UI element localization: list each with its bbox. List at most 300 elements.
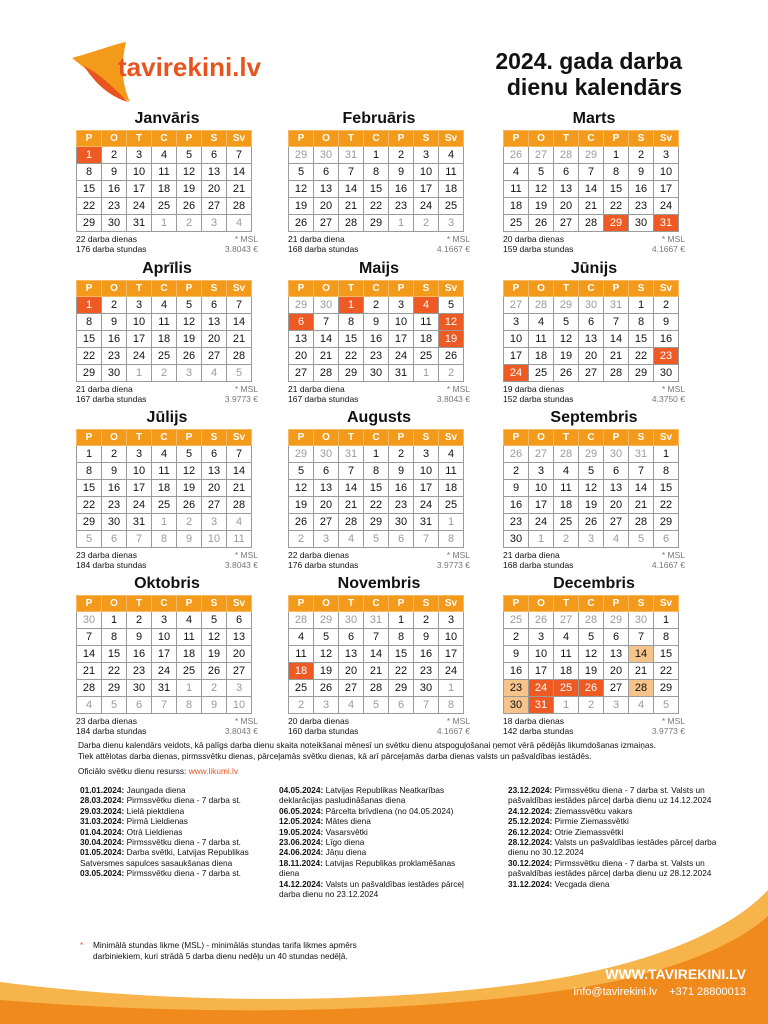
holiday-day-cell: 26 bbox=[579, 680, 604, 697]
weekday-header: Sv bbox=[227, 281, 252, 297]
weekday-header: T bbox=[127, 131, 152, 147]
weekday-header: O bbox=[102, 131, 127, 147]
day-cell: 4 bbox=[439, 446, 464, 463]
weekday-header: P bbox=[77, 430, 102, 446]
day-cell: 21 bbox=[339, 497, 364, 514]
weekday-header: O bbox=[314, 131, 339, 147]
day-cell: 9 bbox=[102, 314, 127, 331]
day-cell: 1 bbox=[77, 446, 102, 463]
weekday-header: O bbox=[529, 131, 554, 147]
day-cell: 6 bbox=[604, 463, 629, 480]
day-cell: 1 bbox=[102, 612, 127, 629]
day-cell: 7 bbox=[77, 629, 102, 646]
day-cell: 9 bbox=[389, 463, 414, 480]
day-cell: 28 bbox=[339, 215, 364, 232]
day-cell: 25 bbox=[152, 198, 177, 215]
day-cell: 14 bbox=[227, 463, 252, 480]
week-row bbox=[289, 147, 464, 164]
day-cell: 16 bbox=[414, 646, 439, 663]
weekday-header: O bbox=[529, 430, 554, 446]
msl-rate: 4.1667 € bbox=[436, 244, 470, 254]
holiday-day-cell: 31 bbox=[654, 215, 679, 232]
page-title-line1: 2024. gada darba bbox=[495, 48, 682, 74]
pre-holiday-day-cell: 28 bbox=[629, 680, 654, 697]
day-cell: 6 bbox=[314, 463, 339, 480]
month-grid bbox=[288, 280, 464, 382]
day-cell: 22 bbox=[102, 663, 127, 680]
day-cell: 29 bbox=[77, 514, 102, 531]
week-row bbox=[77, 463, 252, 480]
day-cell: 11 bbox=[439, 164, 464, 181]
day-cell: 30 bbox=[102, 215, 127, 232]
weekday-header: P bbox=[289, 131, 314, 147]
holiday-date: 24.06.2024: bbox=[279, 847, 324, 858]
day-cell: 5 bbox=[364, 531, 389, 548]
day-cell: 28 bbox=[579, 612, 604, 629]
day-cell: 21 bbox=[604, 348, 629, 365]
day-cell: 7 bbox=[339, 463, 364, 480]
day-cell: 23 bbox=[364, 348, 389, 365]
month-grid bbox=[288, 130, 464, 232]
week-row bbox=[289, 663, 464, 680]
day-cell: 28 bbox=[339, 514, 364, 531]
day-cell: 17 bbox=[152, 646, 177, 663]
day-cell: 10 bbox=[152, 629, 177, 646]
weekday-header: P bbox=[504, 596, 529, 612]
month-stats bbox=[76, 234, 258, 254]
weekday-header: P bbox=[177, 430, 202, 446]
day-cell: 31 bbox=[364, 612, 389, 629]
day-cell: 13 bbox=[202, 164, 227, 181]
weekday-header: Sv bbox=[439, 430, 464, 446]
week-row bbox=[289, 629, 464, 646]
week-row bbox=[504, 198, 679, 215]
week-row bbox=[504, 215, 679, 232]
day-cell: 7 bbox=[227, 147, 252, 164]
week-row bbox=[504, 164, 679, 181]
holiday-text: Otrie Ziemassvētki bbox=[554, 826, 624, 837]
day-cell: 23 bbox=[629, 198, 654, 215]
holiday-date: 14.12.2024: bbox=[279, 878, 324, 889]
day-cell: 27 bbox=[314, 514, 339, 531]
week-row bbox=[504, 497, 679, 514]
holiday-entry bbox=[80, 795, 270, 805]
holiday-date: 24.12.2024: bbox=[508, 805, 553, 816]
day-cell: 19 bbox=[177, 331, 202, 348]
day-cell: 22 bbox=[389, 663, 414, 680]
month-name: Maijs bbox=[358, 260, 399, 277]
day-cell: 12 bbox=[177, 164, 202, 181]
week-row bbox=[77, 497, 252, 514]
day-cell: 31 bbox=[604, 297, 629, 314]
day-cell: 29 bbox=[314, 612, 339, 629]
day-cell: 22 bbox=[364, 497, 389, 514]
day-cell: 31 bbox=[339, 446, 364, 463]
week-row bbox=[504, 446, 679, 463]
day-cell: 15 bbox=[339, 331, 364, 348]
day-cell: 29 bbox=[629, 365, 654, 382]
week-row bbox=[504, 663, 679, 680]
notes-line1: Darba dienu kalendārs veidots, kā palīgs darba dienu skaita noteikšanai mēnesī un svētku dienu atspoguļošanai ņemot vērā pēdējās likumdošanas izmaiņas. bbox=[78, 740, 656, 750]
day-cell: 9 bbox=[127, 629, 152, 646]
page-title bbox=[495, 48, 682, 100]
msl-rate: 3.8043 € bbox=[224, 560, 258, 570]
day-cell: 1 bbox=[414, 365, 439, 382]
day-cell: 8 bbox=[654, 629, 679, 646]
weekday-header: S bbox=[629, 430, 654, 446]
day-cell: 26 bbox=[289, 215, 314, 232]
week-row bbox=[77, 181, 252, 198]
day-cell: 13 bbox=[554, 181, 579, 198]
day-cell: 2 bbox=[554, 531, 579, 548]
day-cell: 20 bbox=[604, 497, 629, 514]
holiday-text: Vasarsvētki bbox=[325, 826, 368, 837]
day-cell: 5 bbox=[439, 297, 464, 314]
week-row bbox=[289, 365, 464, 382]
month-stats bbox=[503, 716, 685, 736]
day-cell: 2 bbox=[102, 297, 127, 314]
day-cell: 5 bbox=[289, 164, 314, 181]
day-cell: 2 bbox=[289, 697, 314, 714]
day-cell: 4 bbox=[339, 697, 364, 714]
holiday-text: Pirmā Lieldienas bbox=[126, 816, 188, 827]
holiday-text: Latvijas Republikas proklamēšanas diena bbox=[279, 857, 456, 879]
holiday-day-cell: 29 bbox=[604, 215, 629, 232]
day-cell: 28 bbox=[554, 446, 579, 463]
holiday-entry bbox=[279, 858, 469, 879]
weekday-header: S bbox=[202, 281, 227, 297]
day-cell: 4 bbox=[77, 697, 102, 714]
holiday-entry bbox=[279, 837, 469, 847]
month-calendar bbox=[76, 575, 258, 736]
day-cell: 7 bbox=[414, 697, 439, 714]
day-cell: 19 bbox=[177, 181, 202, 198]
holiday-entry bbox=[508, 816, 718, 826]
holiday-day-cell: 19 bbox=[439, 331, 464, 348]
day-cell: 11 bbox=[177, 629, 202, 646]
day-cell: 27 bbox=[227, 663, 252, 680]
holiday-date: 18.11.2024: bbox=[279, 857, 323, 868]
holiday-entry bbox=[80, 806, 270, 816]
day-cell: 20 bbox=[289, 348, 314, 365]
day-cell: 22 bbox=[364, 198, 389, 215]
weekday-header: P bbox=[604, 131, 629, 147]
workdays-count: 21 darba diena bbox=[76, 384, 133, 394]
day-cell: 30 bbox=[414, 680, 439, 697]
weekday-header: P bbox=[389, 596, 414, 612]
day-cell: 2 bbox=[579, 697, 604, 714]
month-calendar bbox=[76, 260, 258, 404]
day-cell: 4 bbox=[439, 147, 464, 164]
day-cell: 23 bbox=[389, 497, 414, 514]
day-cell: 2 bbox=[202, 680, 227, 697]
msl-rate: 4.1667 € bbox=[651, 560, 685, 570]
day-cell: 31 bbox=[152, 680, 177, 697]
holiday-date: 19.05.2024: bbox=[279, 826, 324, 837]
week-row bbox=[504, 365, 679, 382]
day-cell: 24 bbox=[127, 497, 152, 514]
week-row bbox=[504, 348, 679, 365]
day-cell: 29 bbox=[364, 215, 389, 232]
day-cell: 26 bbox=[529, 612, 554, 629]
day-cell: 1 bbox=[364, 147, 389, 164]
month-stats bbox=[503, 550, 685, 570]
notes-source-label: Oficiālo svētku dienu resurss: bbox=[78, 766, 187, 776]
month-stats bbox=[76, 716, 258, 736]
day-cell: 10 bbox=[202, 531, 227, 548]
day-cell: 8 bbox=[439, 531, 464, 548]
day-cell: 4 bbox=[177, 612, 202, 629]
day-cell: 10 bbox=[654, 164, 679, 181]
day-cell: 3 bbox=[414, 446, 439, 463]
day-cell: 21 bbox=[339, 198, 364, 215]
month-calendar bbox=[503, 260, 685, 404]
notes-line2: Tiek attēlotas darba dienas, pirmssvētku dienas, pārceļamās svētku dienas, kā arī pārceļamās darba dienas valsts un pašvaldības iestādēs. bbox=[78, 751, 592, 761]
day-cell: 12 bbox=[289, 181, 314, 198]
workhours-count: 159 darba stundas bbox=[503, 244, 574, 254]
holiday-date: 01.01.2024: bbox=[80, 785, 125, 795]
week-row bbox=[504, 297, 679, 314]
holiday-day-cell: 23 bbox=[654, 348, 679, 365]
day-cell: 9 bbox=[414, 629, 439, 646]
day-cell: 20 bbox=[554, 198, 579, 215]
weekday-header: O bbox=[529, 596, 554, 612]
weekday-header: S bbox=[202, 430, 227, 446]
week-row bbox=[77, 514, 252, 531]
month-name: Novembris bbox=[337, 575, 421, 592]
day-cell: 31 bbox=[414, 514, 439, 531]
holiday-date: 30.12.2024: bbox=[508, 857, 553, 868]
day-cell: 25 bbox=[529, 365, 554, 382]
holiday-date: 01.05.2024: bbox=[80, 847, 125, 858]
workdays-count: 19 darba dienas bbox=[503, 384, 564, 394]
msl-rate: 3.9773 € bbox=[651, 726, 685, 736]
holiday-date: 23.12.2024: bbox=[508, 785, 553, 795]
day-cell: 2 bbox=[654, 297, 679, 314]
day-cell: 7 bbox=[364, 629, 389, 646]
holiday-text: Pirmssvētku diena - 7 darba st. Valsts un pašvaldības iestādes pārceļ darba dienu uz 14.12.2024 bbox=[508, 785, 712, 806]
day-cell: 10 bbox=[504, 331, 529, 348]
day-cell: 5 bbox=[529, 164, 554, 181]
msl-rate: 4.1667 € bbox=[436, 726, 470, 736]
holiday-entry bbox=[508, 879, 718, 889]
day-cell: 6 bbox=[579, 314, 604, 331]
day-cell: 12 bbox=[177, 314, 202, 331]
day-cell: 14 bbox=[579, 181, 604, 198]
day-cell: 25 bbox=[504, 612, 529, 629]
day-cell: 3 bbox=[177, 365, 202, 382]
day-cell: 18 bbox=[554, 663, 579, 680]
weekday-header: P bbox=[389, 131, 414, 147]
day-cell: 25 bbox=[504, 215, 529, 232]
day-cell: 25 bbox=[177, 663, 202, 680]
week-row bbox=[504, 514, 679, 531]
day-cell: 2 bbox=[102, 147, 127, 164]
msl-label: * MSL bbox=[661, 384, 685, 394]
day-cell: 19 bbox=[177, 480, 202, 497]
day-cell: 6 bbox=[604, 629, 629, 646]
day-cell: 15 bbox=[604, 181, 629, 198]
day-cell: 6 bbox=[202, 147, 227, 164]
day-cell: 30 bbox=[629, 612, 654, 629]
weekday-header: S bbox=[414, 596, 439, 612]
brand-name[interactable]: tavirekini.lv bbox=[118, 52, 262, 82]
day-cell: 26 bbox=[504, 446, 529, 463]
day-cell: 9 bbox=[389, 164, 414, 181]
day-cell: 8 bbox=[364, 164, 389, 181]
day-cell: 1 bbox=[554, 697, 579, 714]
day-cell: 15 bbox=[77, 331, 102, 348]
day-cell: 6 bbox=[314, 164, 339, 181]
month-stats bbox=[76, 384, 258, 404]
day-cell: 8 bbox=[177, 697, 202, 714]
day-cell: 26 bbox=[289, 514, 314, 531]
footer-website-link[interactable]: WWW.TAVIREKINI.LV bbox=[605, 966, 746, 982]
day-cell: 19 bbox=[289, 198, 314, 215]
workhours-count: 184 darba stundas bbox=[76, 560, 147, 570]
weekday-header: T bbox=[554, 596, 579, 612]
month-grid bbox=[76, 130, 252, 232]
holiday-entry bbox=[508, 827, 718, 837]
day-cell: 8 bbox=[389, 629, 414, 646]
holiday-day-cell: 24 bbox=[529, 680, 554, 697]
day-cell: 4 bbox=[289, 629, 314, 646]
notes-source-link[interactable]: www.likumi.lv bbox=[188, 766, 239, 776]
day-cell: 5 bbox=[177, 147, 202, 164]
day-cell: 29 bbox=[289, 446, 314, 463]
workhours-count: 167 darba stundas bbox=[288, 394, 359, 404]
day-cell: 15 bbox=[654, 480, 679, 497]
workdays-count: 22 darba dienas bbox=[76, 234, 137, 244]
day-cell: 6 bbox=[389, 531, 414, 548]
day-cell: 19 bbox=[579, 497, 604, 514]
day-cell: 8 bbox=[604, 164, 629, 181]
weekday-header: Sv bbox=[439, 596, 464, 612]
day-cell: 22 bbox=[77, 348, 102, 365]
weekday-header: T bbox=[554, 281, 579, 297]
month-stats bbox=[288, 234, 470, 254]
day-cell: 14 bbox=[77, 646, 102, 663]
day-cell: 27 bbox=[604, 514, 629, 531]
day-cell: 30 bbox=[629, 215, 654, 232]
weekday-header: C bbox=[364, 131, 389, 147]
day-cell: 5 bbox=[554, 314, 579, 331]
day-cell: 4 bbox=[554, 629, 579, 646]
day-cell: 15 bbox=[102, 646, 127, 663]
day-cell: 19 bbox=[554, 348, 579, 365]
week-row bbox=[289, 531, 464, 548]
month-stats bbox=[503, 384, 685, 404]
day-cell: 4 bbox=[152, 446, 177, 463]
day-cell: 11 bbox=[439, 463, 464, 480]
day-cell: 3 bbox=[227, 680, 252, 697]
month-calendar bbox=[503, 409, 685, 570]
day-cell: 3 bbox=[604, 697, 629, 714]
day-cell: 2 bbox=[389, 147, 414, 164]
week-row bbox=[289, 612, 464, 629]
day-cell: 19 bbox=[529, 198, 554, 215]
workhours-count: 184 darba stundas bbox=[76, 726, 147, 736]
day-cell: 15 bbox=[364, 480, 389, 497]
holiday-date: 23.06.2024: bbox=[279, 837, 324, 848]
day-cell: 31 bbox=[389, 365, 414, 382]
weekday-header: P bbox=[389, 281, 414, 297]
day-cell: 1 bbox=[364, 446, 389, 463]
day-cell: 25 bbox=[152, 348, 177, 365]
msl-rate: 3.9773 € bbox=[436, 560, 470, 570]
day-cell: 13 bbox=[314, 480, 339, 497]
day-cell: 18 bbox=[152, 331, 177, 348]
holiday-text: Pirmssvētku diena - 7 darba st. bbox=[126, 837, 241, 848]
week-row bbox=[77, 663, 252, 680]
day-cell: 24 bbox=[152, 663, 177, 680]
week-row bbox=[289, 514, 464, 531]
weekday-header: C bbox=[364, 430, 389, 446]
day-cell: 11 bbox=[289, 646, 314, 663]
weekday-header: C bbox=[579, 430, 604, 446]
month-calendar bbox=[288, 110, 470, 254]
day-cell: 21 bbox=[364, 663, 389, 680]
week-row bbox=[77, 198, 252, 215]
holiday-text: Valsts un pašvaldības iestādes pārceļ darba dienu no 30.12.2024 bbox=[508, 837, 717, 858]
weekday-header: S bbox=[629, 131, 654, 147]
week-row bbox=[504, 181, 679, 198]
day-cell: 8 bbox=[439, 697, 464, 714]
day-cell: 1 bbox=[152, 215, 177, 232]
holiday-text: Latvijas Republikas Neatkarības deklarācijas pasludināšanas diena bbox=[279, 785, 445, 806]
holiday-text: Pirmssvētku diena - 7 darba st. bbox=[126, 795, 241, 806]
week-row bbox=[289, 297, 464, 314]
day-cell: 30 bbox=[127, 680, 152, 697]
day-cell: 1 bbox=[177, 680, 202, 697]
holiday-text: Darba svētki, Latvijas Republikas Satversmes sapulces sasaukšanas diena bbox=[80, 847, 249, 868]
day-cell: 5 bbox=[227, 365, 252, 382]
day-cell: 20 bbox=[339, 663, 364, 680]
weekday-header: C bbox=[364, 596, 389, 612]
day-cell: 22 bbox=[654, 663, 679, 680]
weekday-header: C bbox=[152, 131, 177, 147]
holidays-column-1 bbox=[80, 785, 270, 879]
week-row bbox=[504, 147, 679, 164]
day-cell: 20 bbox=[579, 348, 604, 365]
day-cell: 17 bbox=[529, 497, 554, 514]
holiday-day-cell: 1 bbox=[77, 147, 102, 164]
day-cell: 12 bbox=[177, 463, 202, 480]
day-cell: 16 bbox=[127, 646, 152, 663]
footer-email-link[interactable]: info@tavirekini.lv bbox=[573, 986, 657, 998]
day-cell: 14 bbox=[339, 480, 364, 497]
day-cell: 5 bbox=[177, 297, 202, 314]
day-cell: 8 bbox=[339, 314, 364, 331]
workhours-count: 176 darba stundas bbox=[76, 244, 147, 254]
day-cell: 30 bbox=[102, 365, 127, 382]
holiday-entry bbox=[279, 816, 469, 826]
holiday-entry bbox=[279, 847, 469, 857]
weekday-header: T bbox=[339, 281, 364, 297]
msl-label: * MSL bbox=[234, 384, 258, 394]
day-cell: 22 bbox=[604, 198, 629, 215]
month-name: Augusts bbox=[347, 409, 411, 426]
month-grid bbox=[503, 429, 679, 548]
day-cell: 6 bbox=[339, 629, 364, 646]
month-name: Decembris bbox=[553, 575, 635, 592]
week-row bbox=[289, 164, 464, 181]
msl-rate: 4.3750 € bbox=[651, 394, 685, 404]
week-row bbox=[504, 531, 679, 548]
footnote-text: Minimālā stundas likme (MSL) - minimālās stundas tarifa likmes apmērs darbiniekiem, kuri strādā 5 darba dienu nedēļu un 40 stundas nedēļā. bbox=[93, 940, 357, 961]
day-cell: 9 bbox=[654, 314, 679, 331]
day-cell: 3 bbox=[152, 612, 177, 629]
